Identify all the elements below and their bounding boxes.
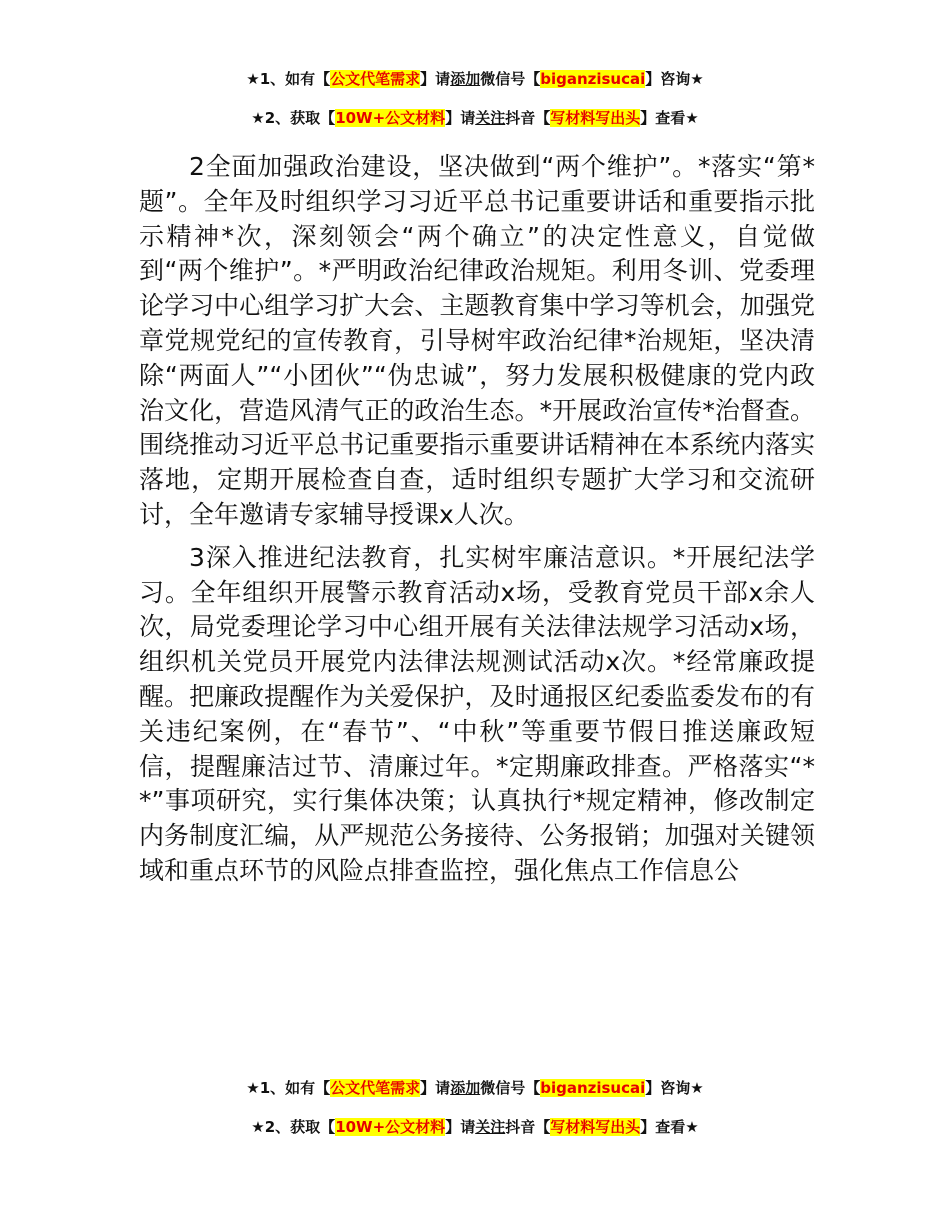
banner-text: ★1、如有【 <box>246 70 331 88</box>
banner-text: ★2、获取【 <box>251 1118 336 1136</box>
banner-text: 抖音【 <box>505 1118 551 1136</box>
banner-line-2 <box>0 108 950 128</box>
highlight-materials: 10W+公文材料 <box>335 109 446 127</box>
banner-text: 微信号【 <box>480 70 541 88</box>
banner-text: 】请 <box>420 70 451 88</box>
highlight-douyin-id: 写材料写出头 <box>550 1118 641 1136</box>
highlight-douyin-id: 写材料写出头 <box>550 109 641 127</box>
highlight-wechat-id: biganzisucai <box>540 70 646 88</box>
paragraph-discipline-education: 3深入推进纪法教育，扎实树牢廉洁意识。*开展纪法学习。全年组织开展警示教育活动x场，受教育党员干部x余人次，局党委理论学习中心组开展有关法律法规学习活动x场，组织机关党员开展党内法律法规测试活动x次。*经常廉政提醒。把廉政提醒作为关爱保护，及时通报区纪委监委发布的有关违纪案例，在“春节”、“中秋”等重要节假日推送廉政短信，提醒廉洁过节、清廉过年。*定期廉政排查。严格落实“**”事项研究，实行集体决策；认真执行*规定精神，修改制定内务制度汇编，从严规范公务接待、公务报销；加强对关键领域和重点环节的风险点排查监控，强化焦点工作信息公 <box>139 542 815 885</box>
banner-text: 】请 <box>445 109 476 127</box>
banner-text: 】咨询★ <box>645 70 704 88</box>
underlined-add: 添加 <box>450 1079 481 1097</box>
banner-text: ★2、获取【 <box>251 109 336 127</box>
underlined-add: 添加 <box>450 70 481 88</box>
banner-text: 】查看★ <box>640 109 699 127</box>
document-body <box>139 150 815 897</box>
banner-text: 微信号【 <box>480 1079 541 1097</box>
banner-text: 】咨询★ <box>645 1079 704 1097</box>
paragraph-political-building: 2全面加强政治建设，坚决做到“两个维护”。*落实“第*题”。全年及时组织学习习近平总书记重要讲话和重要指示批示精神*次，深刻领会“两个确立”的决定性意义，自觉做到“两个维护”。*严明政治纪律政治规矩。利用冬训、党委理论学习中心组学习扩大会、主题教育集中学习等机会，加强党章党规党纪的宣传教育，引导树牢政治纪律*治规矩，坚决清除“两面人”“小团伙”“伪忠诚”，努力发展积极健康的党内政治文化，营造风清气正的政治生态。*开展政治宣传*治督查。围绕推动习近平总书记重要指示重要讲话精神在本系统内落实落地，定期开展检查自查，适时组织专题扩大学习和交流研讨，全年邀请专家辅导授课x人次。 <box>139 152 815 529</box>
highlight-ghostwriting: 公文代笔需求 <box>330 70 421 88</box>
banner-text: 】请 <box>445 1118 476 1136</box>
highlight-ghostwriting: 公文代笔需求 <box>330 1079 421 1097</box>
banner-text: 】请 <box>420 1079 451 1097</box>
highlight-materials: 10W+公文材料 <box>335 1118 446 1136</box>
footer-banner-line-2 <box>0 1117 950 1137</box>
banner-text: 抖音【 <box>505 109 551 127</box>
highlight-wechat-id: biganzisucai <box>540 1079 646 1097</box>
banner-text: 】查看★ <box>640 1118 699 1136</box>
footer-banner-line-1 <box>0 1078 950 1098</box>
underlined-follow: 关注 <box>475 109 506 127</box>
banner-text: ★1、如有【 <box>246 1079 331 1097</box>
underlined-follow: 关注 <box>475 1118 506 1136</box>
banner-line-1 <box>0 69 950 89</box>
